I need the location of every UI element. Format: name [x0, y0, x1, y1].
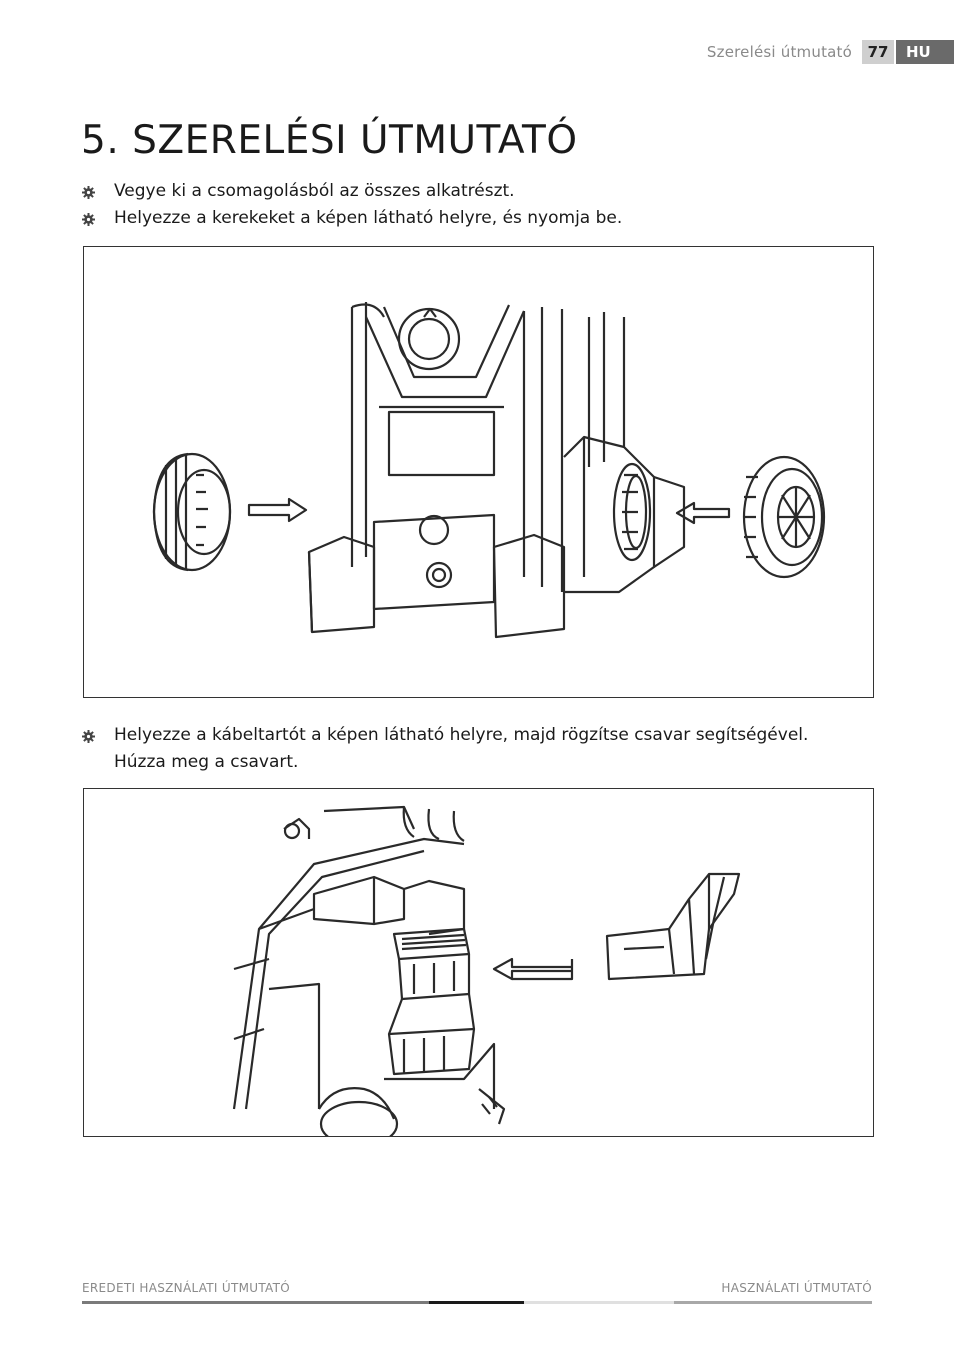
header-section-title: Szerelési útmutató	[706, 43, 852, 61]
bullet-item	[82, 205, 834, 232]
page-header	[707, 40, 954, 64]
gear-bullet-icon	[82, 722, 114, 776]
header-page-number: 77	[862, 40, 894, 64]
bullet-text: Vegye ki a csomagolásból az összes alkatrészt.	[114, 181, 515, 201]
footer-bar-segment	[82, 1301, 429, 1304]
footer-bar-segment	[429, 1301, 524, 1304]
figure-wheel-assembly	[83, 246, 874, 698]
footer-right-label: HASZNÁLATI ÚTMUTATÓ	[721, 1281, 872, 1295]
footer-bar-segment	[524, 1301, 674, 1304]
bullet-item	[82, 178, 834, 205]
header-language: HU	[896, 40, 954, 64]
footer-bar-segment	[674, 1301, 872, 1304]
page-title: 5. SZERELÉSI ÚTMUTATÓ	[81, 118, 578, 163]
wheel-assembly-illustration	[84, 247, 873, 697]
gear-bullet-icon	[82, 205, 114, 232]
figure-cable-holder-assembly	[83, 788, 874, 1137]
footer-left-label: EREDETI HASZNÁLATI ÚTMUTATÓ	[82, 1281, 290, 1295]
cable-holder-assembly-illustration	[84, 789, 873, 1136]
gear-bullet-icon	[82, 178, 114, 205]
bullet-text: Helyezze a kerekeket a képen látható helyre, és nyomja be.	[114, 208, 623, 228]
bullet-text: Helyezze a kábeltartót a képen látható helyre, majd rögzítse csavar segítségével. Húzza meg a csavart.	[114, 725, 809, 772]
bullet-item	[82, 722, 834, 776]
